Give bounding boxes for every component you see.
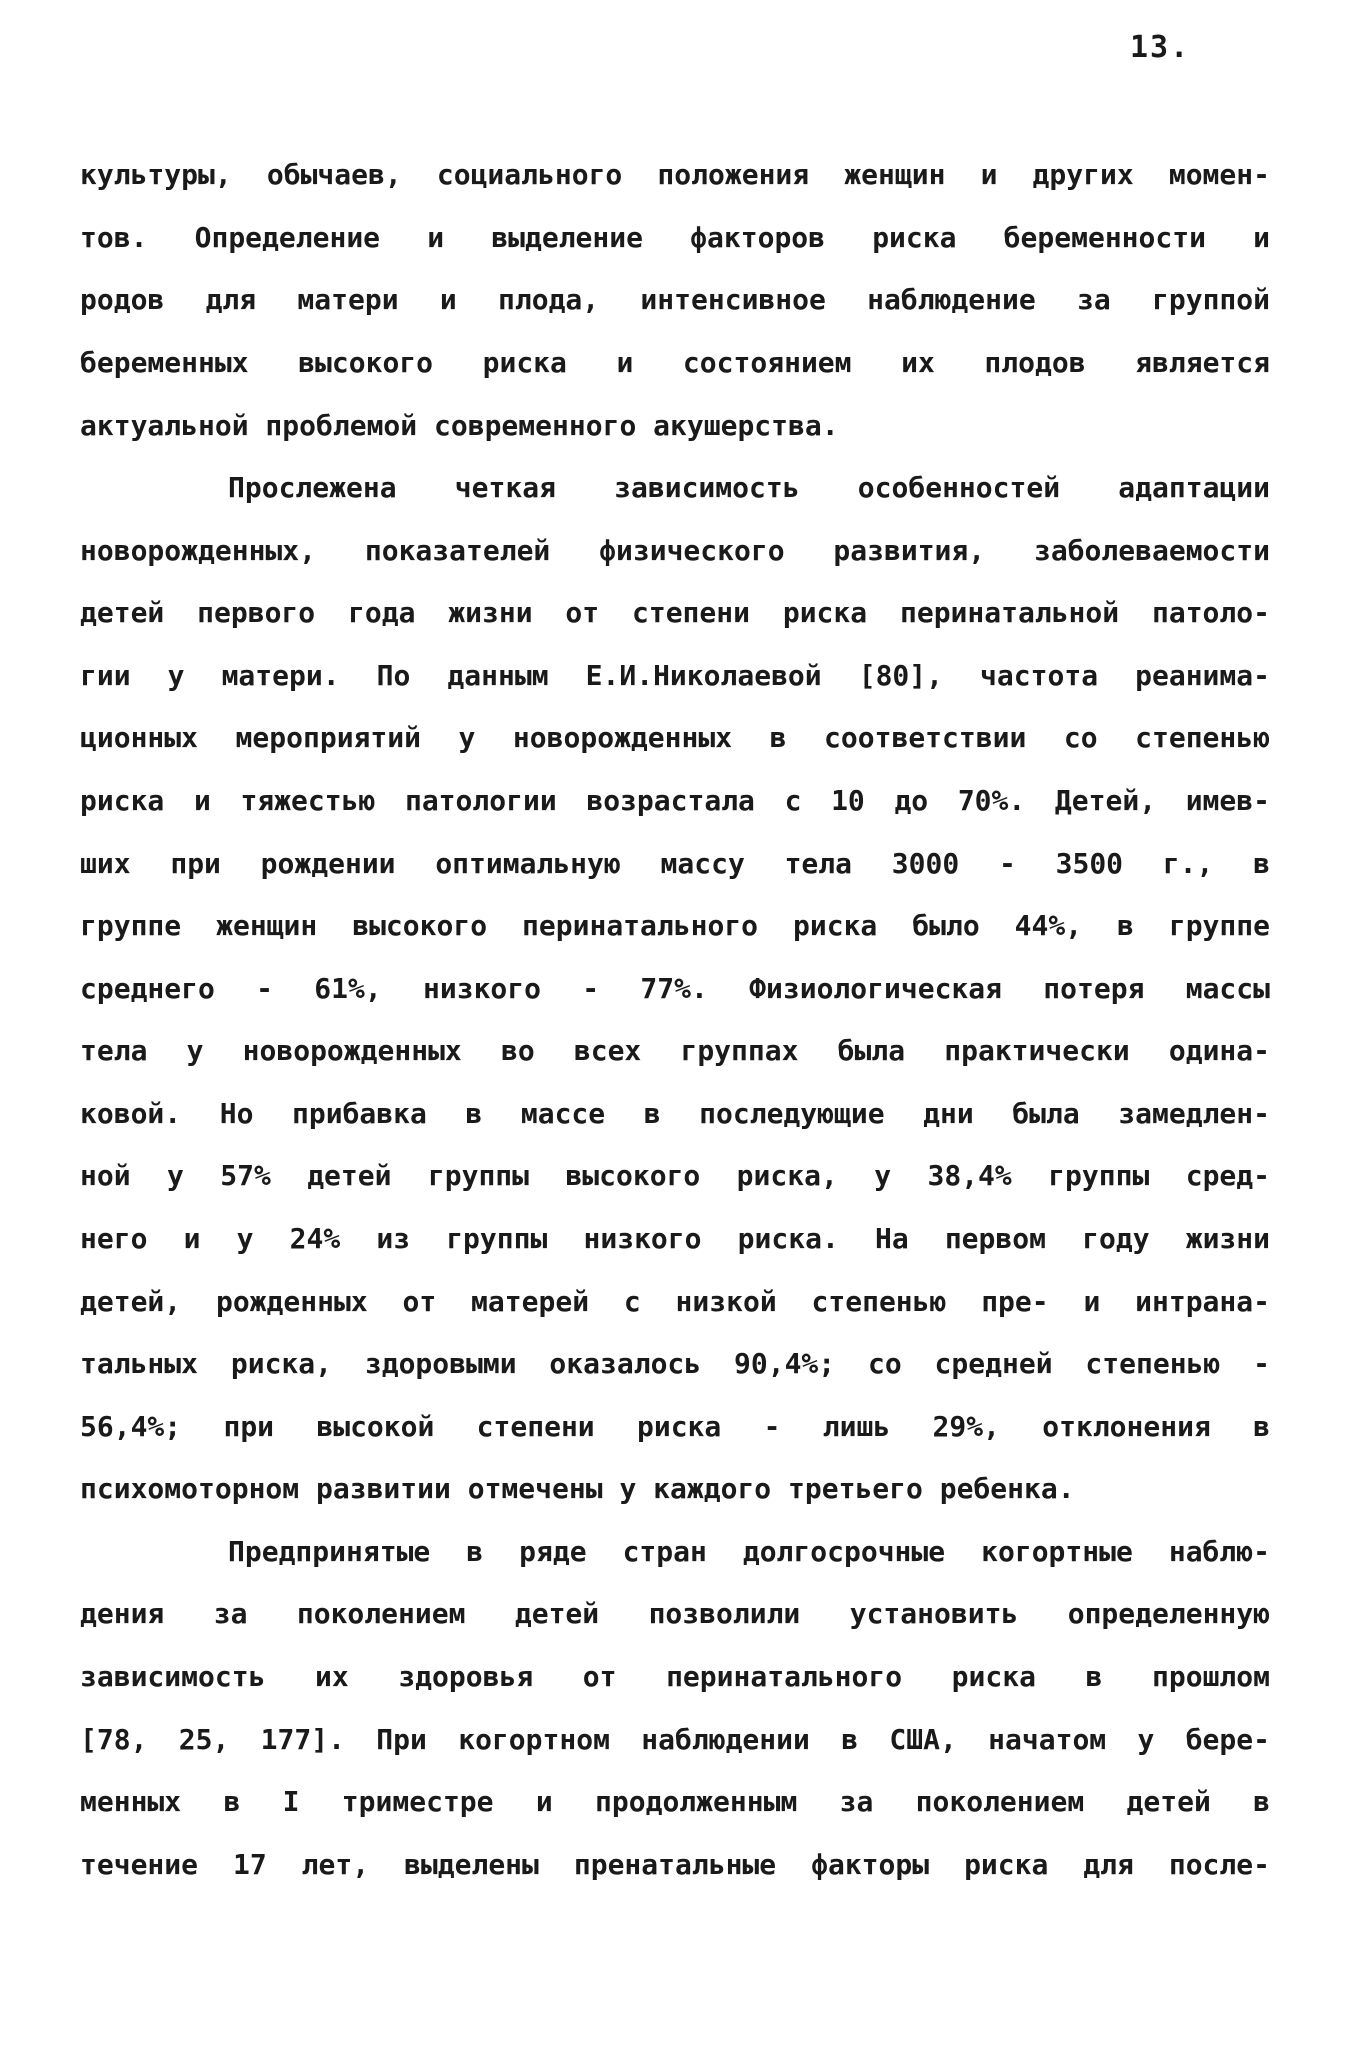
- text-line: новорожденных, показателей физического развития, заболеваемости: [80, 534, 1270, 567]
- text-line: тела у новорожденных во всех группах была практически одина-: [80, 1034, 1270, 1067]
- text-line: группе женщин высокого перинатального риска было 44%, в группе: [80, 909, 1270, 942]
- text-line: ционных мероприятий у новорожденных в соответствии со степенью: [80, 721, 1270, 754]
- text-line: гии у матери. По данным Е.И.Николаевой [80], частота реанима-: [80, 659, 1270, 692]
- text-line: беременных высокого риска и состоянием их плодов является: [80, 346, 1270, 379]
- paragraph-first-line: Предпринятые в ряде стран долгосрочные когортные наблю-: [228, 1535, 1270, 1568]
- text-line: ших при рождении оптимальную массу тела 3000 - 3500 г., в: [80, 847, 1270, 880]
- text-line: детей первого года жизни от степени риска перинатальной патоло-: [80, 596, 1270, 629]
- text-line: [78, 25, 177]. При когортном наблюдении в США, начатом у бере-: [80, 1723, 1270, 1756]
- text-line: психомоторном развитии отмечены у каждого третьего ребенка.: [80, 1472, 1075, 1505]
- paragraph-first-line: Прослежена четкая зависимость особенностей адаптации: [228, 471, 1270, 504]
- page-number: 13.: [1130, 30, 1191, 65]
- text-line: детей, рожденных от матерей с низкой степенью пре- и интрана-: [80, 1285, 1270, 1318]
- text-line: ковой. Но прибавка в массе в последующие дни была замедлен-: [80, 1097, 1270, 1130]
- text-line: зависимость их здоровья от перинатального риска в прошлом: [80, 1660, 1270, 1693]
- text-line: менных в I триместре и продолженным за поколением детей в: [80, 1785, 1270, 1818]
- text-line: актуальной проблемой современного акушерства.: [80, 409, 839, 442]
- text-line: течение 17 лет, выделены пренатальные факторы риска для после-: [80, 1848, 1270, 1881]
- text-line: родов для матери и плода, интенсивное наблюдение за группой: [80, 283, 1270, 316]
- text-line: ной у 57% детей группы высокого риска, у 38,4% группы сред-: [80, 1159, 1270, 1192]
- text-line: 56,4%; при высокой степени риска - лишь 29%, отклонения в: [80, 1410, 1270, 1443]
- text-line: культуры, обычаев, социального положения женщин и других момен-: [80, 158, 1270, 191]
- text-line: риска и тяжестью патологии возрастала с 10 до 70%. Детей, имев-: [80, 784, 1270, 817]
- text-line: него и у 24% из группы низкого риска. На первом году жизни: [80, 1222, 1270, 1255]
- text-line: тов. Определение и выделение факторов риска беременности и: [80, 221, 1270, 254]
- text-line: тальных риска, здоровыми оказалось 90,4%; со средней степенью -: [80, 1347, 1270, 1380]
- text-line: среднего - 61%, низкого - 77%. Физиологическая потеря массы: [80, 972, 1270, 1005]
- text-line: дения за поколением детей позволили установить определенную: [80, 1597, 1270, 1630]
